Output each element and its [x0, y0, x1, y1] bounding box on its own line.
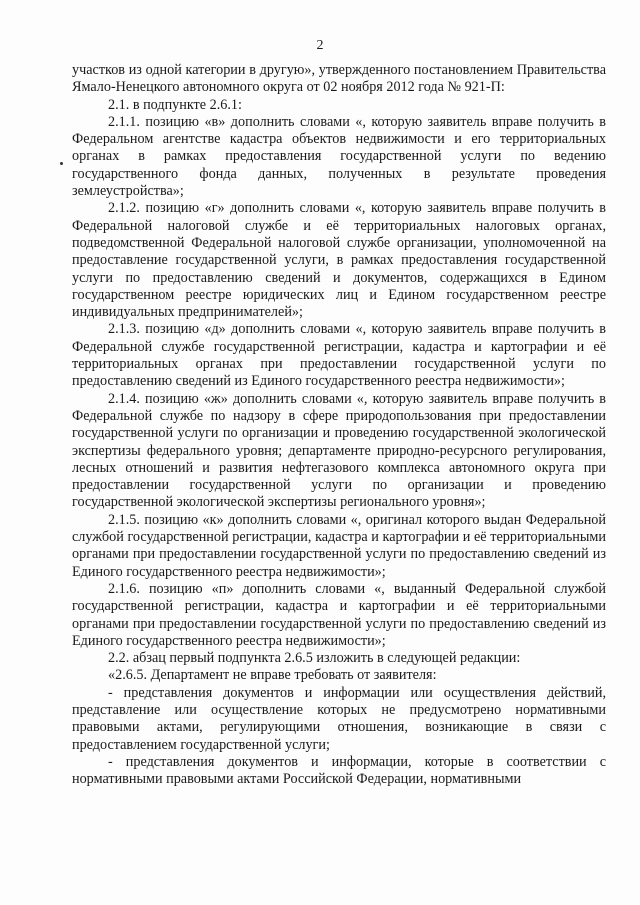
paragraph-2-2: 2.2. абзац первый подпункта 2.6.5 изложить в следующей редакции: — [108, 650, 521, 667]
paragraph-2-1: 2.1. в подпункте 2.6.1: — [108, 96, 242, 113]
paragraph-2-1-3: 2.1.3. позицию «д» дополнить словами «, которую заявитель вправе получить в Федеральной службе государственной регистрации, кадастра и картографии и её территориальных органах при предоставлении государственной услуги по предоставлению сведений из Единого государственного реестра недвижимости»; — [72, 321, 606, 390]
paragraph-dash-1: - представления документов и информации или осуществления действий, представление или осуществление которых не предусмотрено нормативными правовыми актами, регулирующими отношения, возникающие в связи с предоставлением государственной услуги; — [72, 684, 606, 753]
paragraph-2-1-4: 2.1.4. позицию «ж» дополнить словами «, которую заявитель вправе получить в Федеральной службе по надзору в сфере природопользования при предоставлении государственной услуги по организации и проведению государственной экологической экспертизы федерального уровня; департаменте природно-ресурсного регулирования, лесных отношений и развития нефтегазового комплекса автономного округа при предоставлении государственной услуги по организации и проведению государственной экологической экспертизы регионального уровня»; — [72, 390, 606, 511]
paragraph-2-1-2: 2.1.2. позицию «г» дополнить словами «, которую заявитель вправе получить в Федеральной налоговой службе и её территориальных налоговых органах, подведомственной Федеральной налоговой службе организации, уполномоченной на предоставление государственной услуги, в рамках предоставления государственной услуги по предоставлению сведений и документов, содержащихся в Едином государственном реестре юридических лиц и Едином государственном реестре индивидуальных предпринимателей»; — [72, 200, 606, 321]
paragraph-2-1-6: 2.1.6. позицию «п» дополнить словами «, выданный Федеральной службой государственной регистрации, кадастра и картографии и её территориальными органами при предоставлении государственной услуги по предоставлению сведений из Единого государственного реестра недвижимости»; — [72, 580, 606, 649]
document-body — [72, 62, 606, 788]
paragraph-intro: участков из одной категории в другую», утвержденного постановлением Правительства Ямало-Ненецкого автономного округа от 02 ноября 2012 года № 921-П: — [72, 62, 606, 96]
page-number: 2 — [316, 38, 324, 53]
paragraph-2-1-1: 2.1.1. позицию «в» дополнить словами «, которую заявитель вправе получить в Федеральном агентстве кадастра объектов недвижимости и его территориальных органах в рамках предоставления государственной услуги по ведению государственного фонда данных, полученных в результате проведения землеустройства»; — [72, 113, 606, 200]
paragraph-2-6-5: «2.6.5. Департамент не вправе требовать от заявителя: — [108, 667, 437, 684]
paragraph-2-1-5: 2.1.5. позицию «к» дополнить словами «, оригинал которого выдан Федеральной службой государственной регистрации, кадастра и картографии и её территориальными органами при предоставлении государственной услуги по предоставлению сведений из Единого государственного реестра недвижимости»; — [72, 511, 606, 580]
margin-mark — [60, 162, 63, 165]
paragraph-dash-2: - представления документов и информации, которые в соответствии с нормативными правовыми актами Российской Федерации, нормативными — [72, 753, 606, 788]
